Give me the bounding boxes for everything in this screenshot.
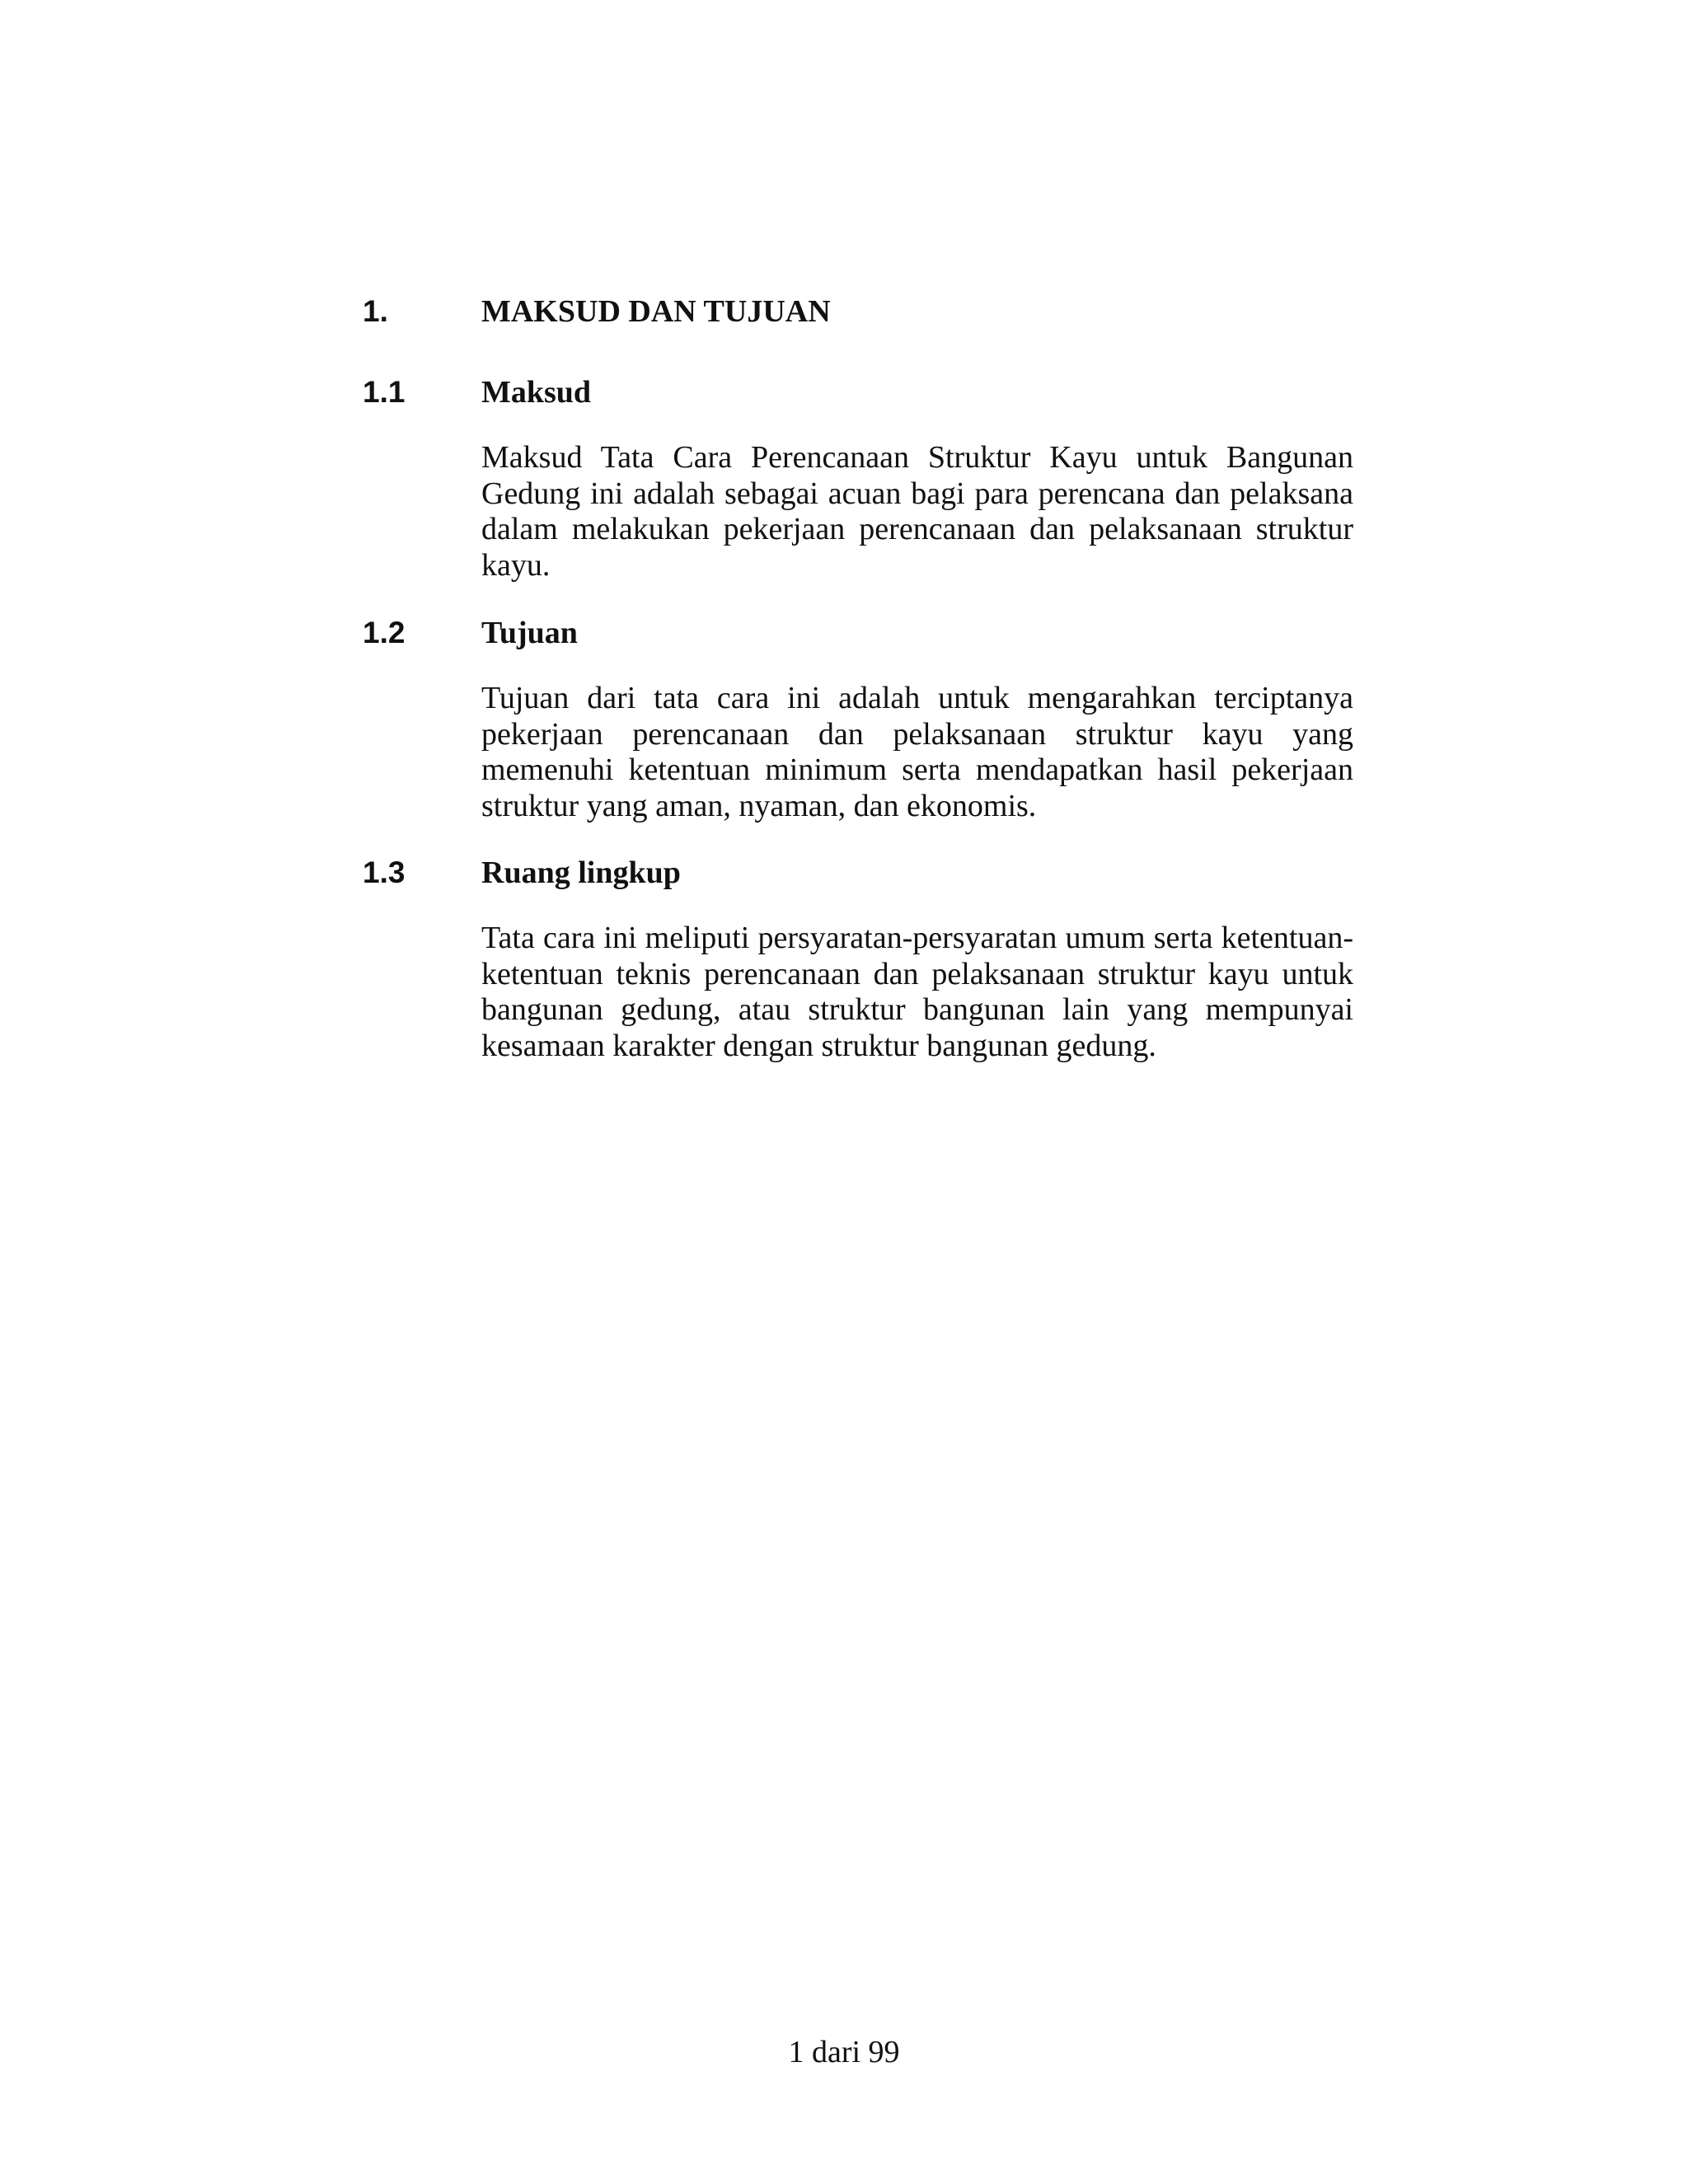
page-number: 1 dari 99 [788,2035,900,2069]
subsection-title-maksud: Maksud [481,375,592,410]
section-title: MAKSUD DAN TUJUAN [481,294,831,329]
paragraph-ruang-lingkup: Tata cara ini meliputi persyaratan-persyaratan umum serta ketentuan-ketentuan teknis perencanaan dan pelaksanaan struktur kayu untuk bangunan gedung, atau struktur bangunan lain yang mempunyai kesamaan karakter dengan struktur bangunan gedung. [481,921,1353,1063]
paragraph-tujuan: Tujuan dari tata cara ini adalah untuk mengarahkan terciptanya pekerjaan perencanaan dan pelaksanaan struktur kayu yang memenuhi ketentuan minimum serta mendapatkan hasil pekerjaan struktur yang aman, nyaman, dan ekonomis. [481,681,1353,823]
subsection-number-1-1: 1.1 [363,375,406,409]
subsection-title-ruang-lingkup: Ruang lingkup [481,855,681,890]
subsection-number-1-3: 1.3 [363,855,406,889]
subsection-number-1-2: 1.2 [363,616,406,649]
paragraph-maksud: Maksud Tata Cara Perencanaan Struktur Kayu untuk Bangunan Gedung ini adalah sebagai acuan bagi para perencana dan pelaksana dalam melakukan pekerjaan perencanaan dan pelaksanaan struktur kayu. [481,440,1353,583]
section-number: 1. [363,294,388,328]
subsection-title-tujuan: Tujuan [481,616,578,650]
